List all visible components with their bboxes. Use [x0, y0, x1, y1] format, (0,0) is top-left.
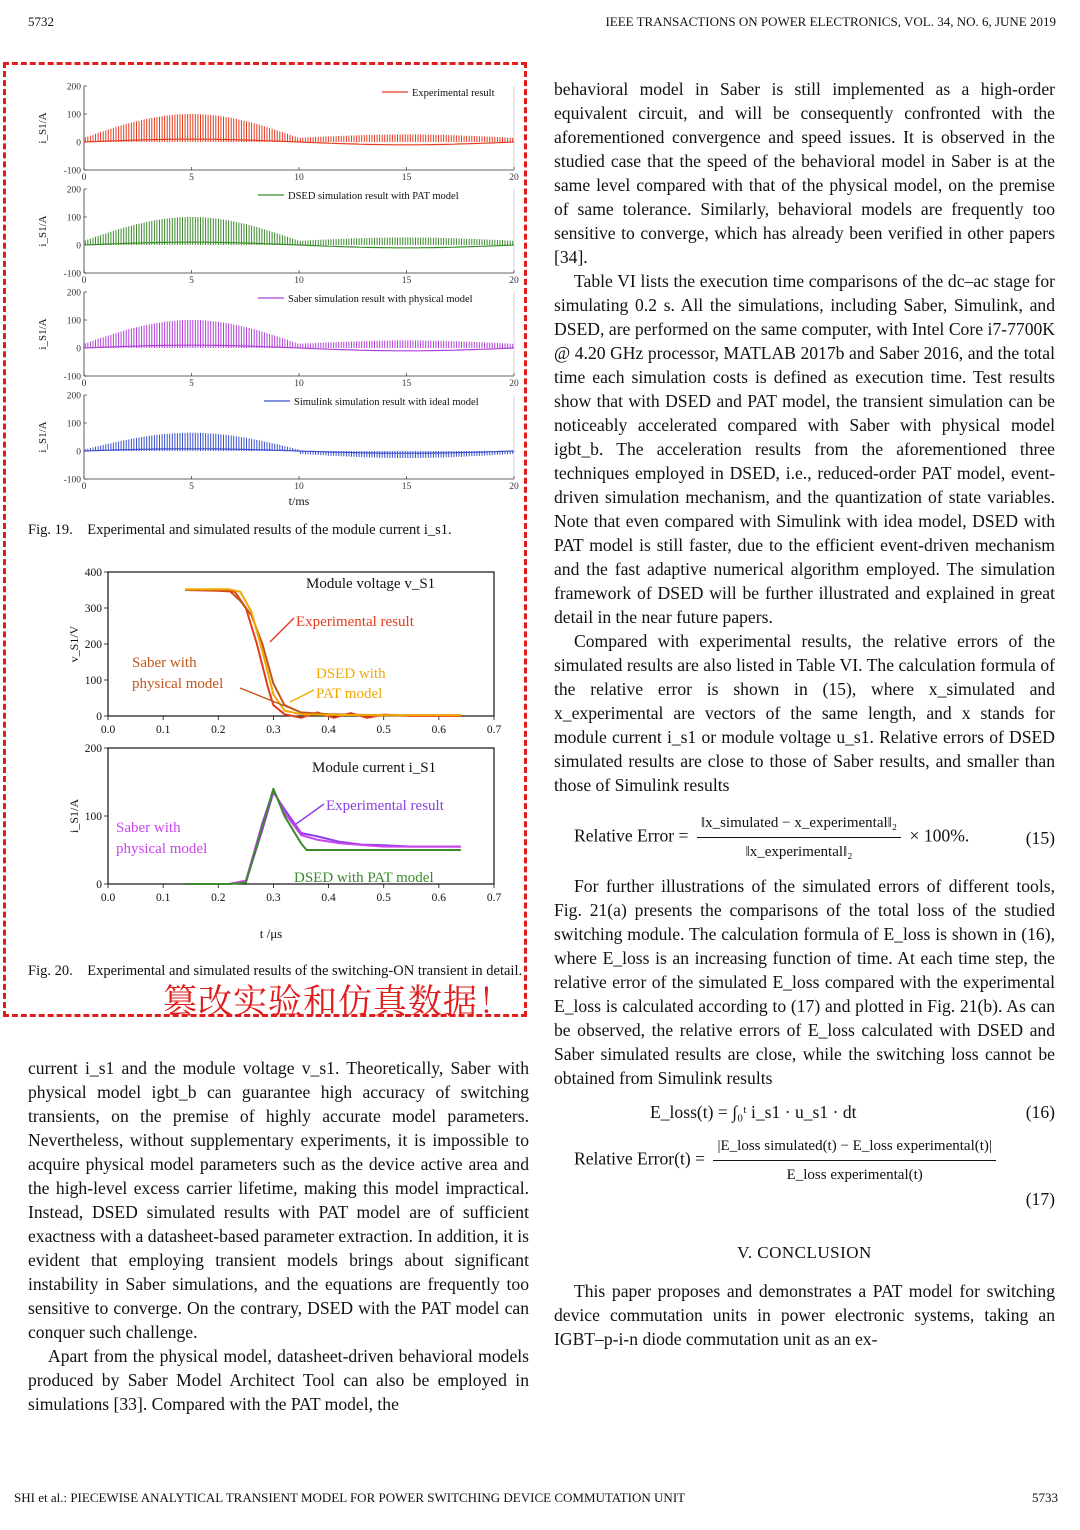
fig20-x-tick-label: 0.1 — [155, 892, 171, 904]
fig19-x-tick-label: 10 — [294, 482, 304, 492]
fig20-x-tick-label: 0.4 — [321, 724, 336, 736]
fig20-x-tick-label: 0.2 — [211, 892, 226, 904]
fig19-x-tick-label: 15 — [401, 173, 412, 183]
fig19-legend-label: Saber simulation result with physical model — [288, 294, 473, 305]
fig19-x-tick-label: 0 — [81, 173, 87, 183]
equation-16 — [554, 1100, 1055, 1124]
eq15-number: (15) — [1025, 827, 1055, 848]
fig20-annot-saber-1: Saber with — [132, 655, 197, 671]
fig19-series-2-baseline — [84, 242, 514, 248]
fig20-chart — [28, 562, 524, 952]
fig19-x-tick-label: 5 — [189, 173, 194, 183]
fig20-x-tick-label: 0.6 — [431, 892, 447, 904]
fig19-x-tick-label: 0 — [81, 276, 87, 286]
right-column — [554, 77, 1055, 1351]
fig20-y-axis-label: i_S1/A — [67, 798, 81, 834]
eq15-numerator: ‖x_simulated − x_experimental‖₂ — [697, 811, 901, 838]
fig19-y-axis-label: i_S1/A — [37, 112, 49, 144]
fig19-x-tick-label: 15 — [401, 276, 412, 286]
right-para-2: Table VI lists the execution time comparisons of the dc–ac stage for simulating 0.2 s. All the simulations, including Saber, Simulink, and DSED, are performed on the same computer, with Intel Core i7-7700K @ 4.20 GHz processor, MATLAB 2017b and Saber 2016, and the total time each simulation costs is defined as execution time. Test results show that with DSED and PAT model, the transient simulation can be noticeably accelerated compared with Saber with physical model igbt_b. The acceleration results from the aforementioned three techniques employed in DSED, i.e., reduced-order PAT model, event-driven simulation mechanism, and the quantization of state variables. Note that even compared with Simulink with idea model, DSED with PAT model is still faster, due to the efficient event-driven mechanism and the fast adaptive numerical algorithm employed. The simulation framework of DSED will be further illustrated and explained in great detail in the near future papers. — [554, 271, 1055, 627]
journal-header: IEEE TRANSACTIONS ON POWER ELECTRONICS, VOL. 34, NO. 6, JUNE 2019 — [605, 14, 1056, 29]
fig19-y-tick-label: 100 — [66, 419, 81, 430]
fig19-x-tick-label: 20 — [509, 173, 519, 183]
fig19-y-tick-label: 200 — [66, 185, 81, 196]
fig20-annot-saber-2: physical model — [116, 841, 208, 857]
fig20-x-tick-label: 0.1 — [155, 724, 171, 736]
fig19-x-tick-label: 0 — [81, 482, 87, 492]
left-para-1: current i_s1 and the module voltage v_s1. Theoretically, Saber with physical model igbt_b can guarantee high accuracy of switching transients, on the premise of highly accurate model parameters. Nevertheless, without supplementary experiments, it is impossible to acquire physical model parameters such as the device active area and the high-level excess carrier lifetime, making this model impractical. Instead, DSED simulated results with PAT model are of sufficient exactness with a datasheet-based parameter extraction. In addition, it is evident that employing transient models brings about significant instability in Saber simulations, and the equations are frequently too sensitive to converge. On the contrary, DSED with the PAT model can conquer such challenge. — [28, 1058, 529, 1342]
fig19-y-tick-label: 0 — [76, 241, 81, 252]
right-para-1: behavioral model in Saber is still implemented as a high-order equivalent circuit, and will be consequently confronted with the aforementioned convergence and speed issues. It is observed in the studied case that the speed of the behavioral model in Saber is at the same level compared with that of the physical model, on the premise of same tolerance. Similarly, behavioral models are frequently too sensitive to converge, which has already been verified in other papers [34]. — [554, 79, 1055, 267]
fig20-annot-experimental: Experimental result — [326, 798, 444, 814]
fig19-x-tick-label: 15 — [401, 379, 412, 389]
page-number-right: 5733 — [1032, 1490, 1058, 1505]
fig19-y-tick-label: -100 — [63, 475, 81, 486]
equation-15 — [574, 811, 1055, 864]
eq16-number: (16) — [1025, 1102, 1055, 1122]
fig20-annot-saber-2: physical model — [132, 676, 224, 692]
fig19-x-tick-label: 10 — [294, 173, 304, 183]
fig19-x-tick-label: 0 — [81, 379, 87, 389]
fig20-annot-arrow-experimental — [270, 618, 294, 642]
fig19-y-tick-label: 0 — [76, 447, 81, 458]
fig20-annot-arrow-dsed — [290, 690, 314, 702]
fig20-annot-dsed-1: DSED with — [316, 666, 386, 682]
eq17-number: (17) — [1025, 1189, 1055, 1209]
fig20-x-tick-label: 0.7 — [486, 724, 502, 736]
fig20-y-tick-label: 100 — [84, 811, 102, 823]
eq15-fraction — [697, 811, 901, 864]
fig19-x-tick-label: 20 — [509, 276, 519, 286]
fig20-x-tick-label: 0.3 — [266, 892, 281, 904]
fig19-caption-text: Experimental and simulated results of the module current i_s1. — [87, 522, 452, 538]
fig19-x-tick-label: 10 — [294, 276, 304, 286]
fig20-y-tick-label: 100 — [84, 675, 102, 687]
eq17-fraction — [713, 1134, 995, 1187]
left-para-2: Apart from the physical model, datasheet-driven behavioral models produced by Saber Model Architect Tool can also be employed in simulations [33]. Compared with the PAT model, the — [28, 1346, 529, 1414]
fig19-x-tick-label: 20 — [509, 379, 519, 389]
tamper-stamp: 篡改实验和仿真数据！ — [163, 982, 513, 1022]
fig20-x-tick-label: 0.2 — [211, 724, 226, 736]
fig20-x-tick-label: 0.0 — [100, 892, 116, 904]
fig19-series-3-pulses — [85, 320, 512, 348]
fig20-x-tick-label: 0.0 — [100, 724, 116, 736]
fig20-x-tick-label: 0.7 — [486, 892, 502, 904]
eq17-denominator: E_loss experimental(t) — [786, 1167, 923, 1183]
fig20-panel-title: Module voltage v_S1 — [306, 576, 436, 592]
right-para-4: For further illustrations of the simulated errors of different tools, Fig. 21(a) presents the comparisons of the total loss of the studied switching module. The calculation formula of E_loss is shown in (16), where E_loss is an increasing function of time. At each time step, the relative error of the simulated E_loss compared with the experimental E_loss is calculated according to (17) and plotted in Fig. 21(b). As can be observed, the relative errors of E_loss calculated with DSED and Saber simulated results are close, while the switching loss cannot be obtained from Simulink results — [554, 876, 1055, 1088]
fig20-annot-dsed: DSED with PAT model — [294, 870, 434, 886]
fig20-x-tick-label: 0.6 — [431, 724, 447, 736]
page-number-left: 5732 — [28, 14, 54, 29]
fig19-y-axis-label: i_S1/A — [37, 421, 49, 453]
fig19-legend-label: DSED simulation result with PAT model — [288, 191, 459, 202]
fig19-series-4-pulses — [85, 433, 512, 458]
fig19-y-tick-label: 200 — [66, 82, 81, 93]
eq15-denominator: ‖x_experimental‖₂ — [745, 844, 853, 860]
fig20-y-tick-label: 200 — [84, 743, 102, 755]
fig19-y-tick-label: 200 — [66, 288, 81, 299]
fig20-annot-dsed-2: PAT model — [316, 686, 383, 702]
fig19-x-tick-label: 15 — [401, 482, 412, 492]
fig19-caption-label: Fig. 19. — [28, 522, 73, 538]
left-column — [28, 1056, 529, 1416]
eq15-lhs: Relative Error = — [574, 825, 689, 846]
fig20-panel-1-frame — [108, 572, 494, 716]
fig20-y-tick-label: 0 — [96, 879, 102, 891]
fig19-series-1-baseline — [84, 139, 514, 145]
fig19-x-tick-label: 5 — [189, 276, 194, 286]
fig19-y-tick-label: -100 — [63, 372, 81, 383]
fig19-series-1-pulses — [85, 114, 512, 142]
fig20-y-axis-label: v_S1/V — [67, 625, 81, 663]
fig19-x-tick-label: 20 — [509, 482, 519, 492]
fig20-caption-text: Experimental and simulated results of the switching-ON transient in detail. — [87, 963, 523, 979]
fig19-legend-label: Simulink simulation result with ideal model — [294, 397, 479, 408]
eq16-expr: E_loss(t) = ∫₀ᵗ i_s1 · u_s1 · dt — [650, 1102, 857, 1122]
fig19-x-tick-label: 10 — [294, 379, 304, 389]
fig19-legend-label: Experimental result — [412, 88, 495, 99]
fig20-caption-label: Fig. 20. — [28, 963, 73, 979]
running-footer: SHI et al.: PIECEWISE ANALYTICAL TRANSIENT MODEL FOR POWER SWITCHING DEVICE COMMUTATION UNIT — [14, 1490, 686, 1505]
fig19-y-tick-label: 0 — [76, 344, 81, 355]
right-para-5: This paper proposes and demonstrates a PAT model for switching device commutation units in power electronic systems, taking an IGBT–p-i-n diode commutation unit as an ex- — [554, 1281, 1055, 1349]
equation-17 — [574, 1134, 1055, 1187]
fig20-panel-title: Module current i_S1 — [312, 760, 437, 776]
fig20-annot-arrow-experimental — [296, 804, 324, 824]
fig20-y-tick-label: 300 — [84, 603, 102, 615]
fig20-y-tick-label: 400 — [84, 567, 102, 579]
fig19-x-axis-label: t/ms — [288, 494, 310, 508]
fig20-x-tick-label: 0.5 — [376, 724, 391, 736]
fig19-chart — [28, 78, 524, 508]
fig19-y-axis-label: i_S1/A — [37, 318, 49, 350]
fig19-y-tick-label: 100 — [66, 213, 81, 224]
fig19-y-tick-label: 0 — [76, 138, 81, 149]
right-para-3: Compared with experimental results, the relative errors of the simulated results are also listed in Table VI. The calculation formula of the relative error is shown in (15), where x_simulated and x_experimental are vectors of the same length, and x stands for module current i_s1 or module voltage u_s1. Relative errors of DSED simulated results are close to those of Saber results, and smaller than those of Simulink results — [554, 631, 1055, 795]
eq17-numerator: |E_loss simulated(t) − E_loss experimental(t)| — [713, 1134, 995, 1161]
eq15-tail: × 100%. — [909, 825, 970, 846]
fig19-x-tick-label: 5 — [189, 379, 194, 389]
fig19-series-4-baseline — [84, 449, 514, 453]
fig20-x-tick-label: 0.3 — [266, 724, 281, 736]
fig20-annot-arrow-saber — [240, 688, 290, 708]
fig19-x-tick-label: 5 — [189, 482, 194, 492]
fig20-x-tick-label: 0.4 — [321, 892, 336, 904]
fig20-y-tick-label: 200 — [84, 639, 102, 651]
fig19-y-axis-label: i_S1/A — [37, 215, 49, 247]
section-title-conclusion: V. CONCLUSION — [737, 1243, 872, 1262]
fig19-series-2-pulses — [85, 217, 512, 245]
fig19-y-tick-label: 100 — [66, 110, 81, 121]
fig20-y-tick-label: 0 — [96, 711, 102, 723]
fig19-y-tick-label: 100 — [66, 316, 81, 327]
fig19-series-3-baseline — [84, 345, 514, 351]
fig19-caption — [28, 521, 518, 539]
fig20-annot-saber-1: Saber with — [116, 820, 181, 836]
fig20-annot-experimental: Experimental result — [296, 614, 414, 630]
fig19-y-tick-label: -100 — [63, 269, 81, 280]
fig20-x-tick-label: 0.5 — [376, 892, 391, 904]
fig19-y-tick-label: 200 — [66, 391, 81, 402]
fig19-y-tick-label: -100 — [63, 166, 81, 177]
fig20-x-axis-label: t /μs — [259, 926, 283, 941]
eq17-lhs: Relative Error(t) = — [574, 1148, 706, 1169]
